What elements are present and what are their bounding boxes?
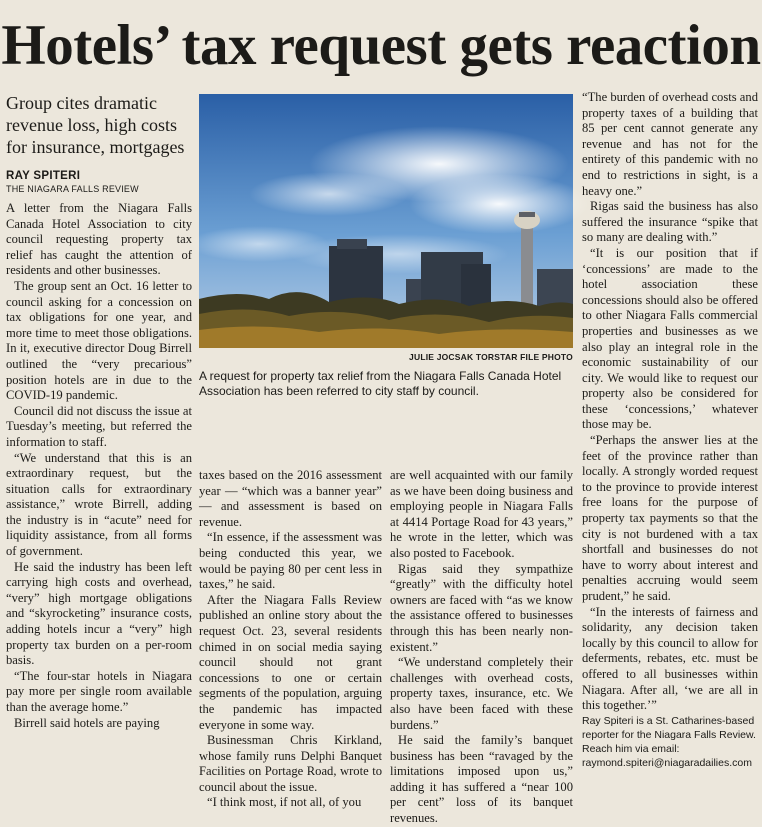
byline xyxy=(6,170,196,194)
article-column-2 xyxy=(199,468,382,810)
article-column-3 xyxy=(390,468,573,826)
skyline-photo-image xyxy=(199,94,573,348)
paragraph: Businessman Chris Kirkland, whose family runs Delphi Banquet Facilities on Portage Road, wrote to council about the issue. xyxy=(199,733,382,794)
article-column-1 xyxy=(6,201,192,799)
paragraph: “We understand that this is an extraordinary request, but the situation calls for extraordinary assistance,” wrote Birrell, adding the industry is in “acute” need for liquidity assistance, from all forms of government. xyxy=(6,450,192,559)
paragraph: “In the interests of fairness and solidarity, any decision taken locally by this council to allow for deferments, rebates, etc. must be offered to all businesses within Niagara. After all, ‘we are all in this together.’” xyxy=(582,604,758,713)
photo-caption: A request for property tax relief from the Niagara Falls Canada Hotel Association has been referred to city staff by council. xyxy=(199,369,562,398)
paragraph: “The four-star hotels in Niagara pay more per single room available than the average home.” xyxy=(6,668,192,714)
paragraph: Birrell said hotels are paying xyxy=(14,715,160,730)
paragraph: “I think most, if not all, of you xyxy=(207,795,362,810)
paragraph: taxes based on the 2016 assessment year — “which was a banner year” — and assessment is based on revenue. xyxy=(199,468,382,529)
paragraph: “It is our position that if ‘concessions’ are made to the hotel association these concessions should also be offered to other Niagara Falls commercial properties and businesses as we also play an integral role in the economic sustainability of our city. We would like to request our property also be considered for these ‘concessions,’ whatever those may be. xyxy=(582,245,758,432)
paragraph: are well acquainted with our family as we have been doing business and employing people in Niagara Falls at 4414 Portage Road for 43 years,” he wrote in the letter, which was also posted to Facebook. xyxy=(390,468,573,560)
paragraph: “We understand completely their challenges with overhead costs, property taxes, insurance, etc. We also have been faced with these burdens.” xyxy=(390,655,573,732)
paragraph: “The burden of overhead costs and property taxes of a building that 85 per cent cannot generate any revenue and has not for the entirety of this pandemic with no end to restrictions in sight, is a heavy one.” xyxy=(582,90,758,198)
paragraph: “In essence, if the assessment was being conducted this year, we would be paying 80 per cent less in taxes,” he said. xyxy=(199,530,382,592)
article-photo xyxy=(199,94,573,348)
paragraph: Rigas said they sympathize “greatly” with the difficulty hotel owners are faced with “as we know the assistance offered to businesses through this has been nearly non-existent.” xyxy=(390,561,573,654)
paragraph: After the Niagara Falls Review published an online story about the request Oct. 23, several residents chimed in on social media saying council should not grant concessions to one or certain segments of the population, arguing the pandemic has impacted everyone in some way. xyxy=(199,592,382,732)
paragraph: Rigas said the business has also suffered the insurance “spike that so many are dealing with.” xyxy=(582,199,758,245)
paragraph: The group sent an Oct. 16 letter to council asking for a concession on tax obligations for one year, and more time to meet those obligations. In it, executive director Doug Birrell outlined the “very precarious” position hotels are in due to the COVID-19 pandemic. xyxy=(6,278,192,403)
paragraph: A letter from the Niagara Falls Canada Hotel Association to city council requesting property tax relief has caught the attention of residents and other businesses. xyxy=(6,201,192,278)
author-note: Ray Spiteri is a St. Catharines-based reporter for the Niagara Falls Review. Reach him via email: raymond.spiteri@niagaradailies.com xyxy=(582,714,756,769)
paragraph: He said the industry has been left carrying high costs and overhead, “very” high mortgage obligations and “skyrocketing” insurance costs, adding hotels incur a “very” high property tax burden on a per-room basis. xyxy=(6,559,192,668)
byline-publication: THE NIAGARA FALLS REVIEW xyxy=(6,184,139,194)
deck: Group cites dramatic revenue loss, high costs for insurance, mortgages xyxy=(6,93,185,157)
paragraph: “Perhaps the answer lies at the feet of the province rather than locally. A strongly worded request to the province to provide interest free loans for the purpose of property tax payments so that the city is not burdened with a tax shortfall and businesses do not have to worry about interest and penalties accruing would seem prudent,” he said. xyxy=(582,433,758,603)
byline-name: RAY SPITERI xyxy=(6,170,81,182)
paragraph: He said the family’s banquet business has been “ravaged by the limitations imposed upon us,” adding it has suffered a “near 100 per cent” loss of its banquet revenues. xyxy=(390,733,573,826)
headline: Hotels’ tax request gets reaction xyxy=(1,14,761,77)
photo-credit: JULIE JOCSAK TORSTAR FILE PHOTO xyxy=(409,352,573,362)
paragraph: Council did not discuss the issue at Tuesday’s meeting, but referred the information to staff. xyxy=(6,403,192,449)
article-column-4 xyxy=(582,90,758,800)
